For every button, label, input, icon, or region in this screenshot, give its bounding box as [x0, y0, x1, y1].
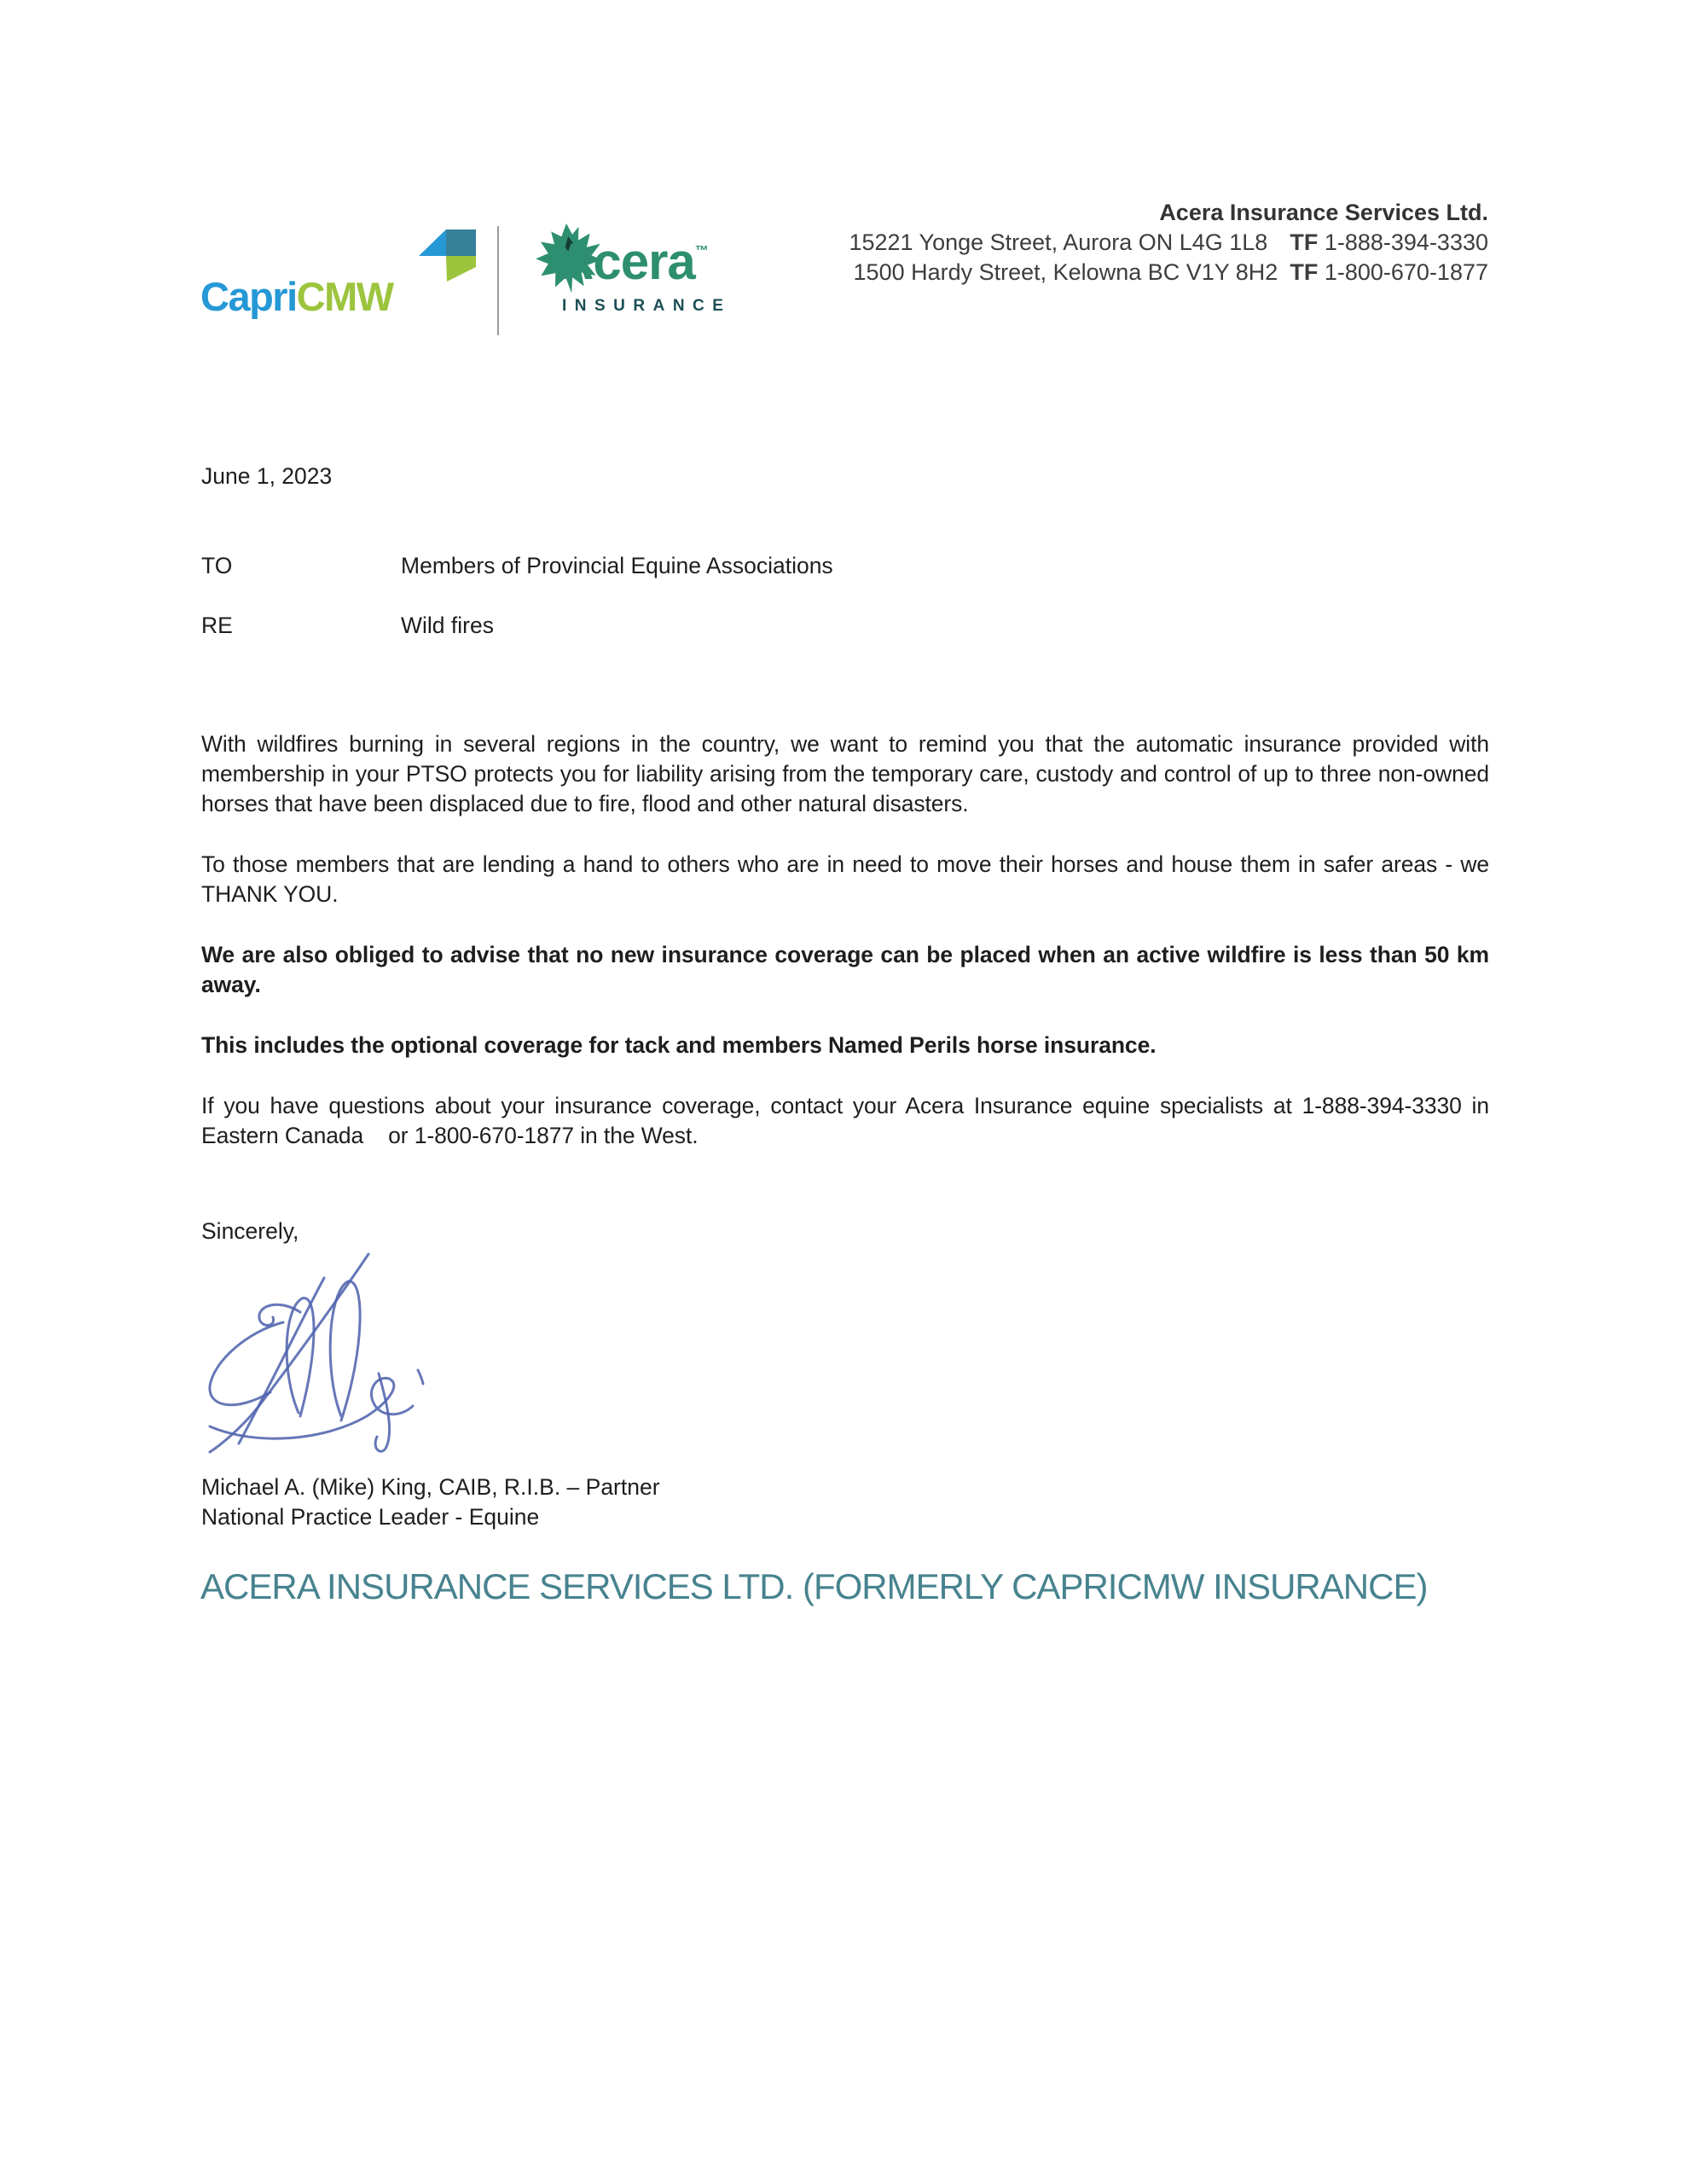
- logo-divider: [497, 226, 499, 335]
- header-address-block: [849, 198, 1488, 288]
- tollfree-label-2: TF: [1290, 259, 1319, 285]
- company-name: Acera Insurance Services Ltd.: [1159, 200, 1488, 225]
- address-line-1: [849, 228, 1488, 258]
- to-label: TO: [201, 553, 233, 578]
- letter-paragraph: With wildfires burning in several regions in the country, we want to remind you that the automatic insurance provided with membership in your PTSO protects you for liability arising from the temporary care, custody and control of up to three non-owned horses that have been displaced due to fire, flood and other natural disasters.: [201, 731, 1489, 816]
- letter-body: [201, 729, 1489, 1182]
- to-row: [201, 553, 833, 579]
- address-line-2: [849, 258, 1488, 288]
- signature-block: [201, 1472, 660, 1532]
- letter-date: June 1, 2023: [201, 463, 333, 489]
- letter-paragraph: We are also obliged to advise that no new insurance coverage can be placed when an active wildfire is less than 50 km away.: [201, 942, 1489, 997]
- tollfree-label-1: TF: [1290, 229, 1319, 255]
- capricmw-logo-cmw: CMW: [296, 274, 393, 319]
- trademark-mark: ™: [694, 244, 708, 258]
- address-street-1: 15221 Yonge Street, Aurora ON L4G 1L8: [849, 229, 1268, 255]
- capricmw-logo-capri: Capri: [200, 274, 297, 319]
- letter-paragraph: To those members that are lending a hand to others who are in need to move their horses and house them in safer areas - we THANK YOU.: [201, 851, 1489, 907]
- acera-logo: [533, 222, 815, 341]
- letter-paragraph: If you have questions about your insurance coverage, contact your Acera Insurance equine specialists at 1-888-394-3330 in Eastern Canada or 1-800-670-1877 in the West.: [201, 1093, 1489, 1148]
- re-row: [201, 613, 494, 639]
- acera-logo-word: Acera™: [557, 233, 708, 290]
- address-street-2: 1500 Hardy Street, Kelowna BC V1Y 8H2: [853, 259, 1278, 285]
- re-value: Wild fires: [401, 613, 494, 638]
- closing-salutation: Sincerely,: [201, 1218, 299, 1244]
- signature-image: [198, 1246, 437, 1457]
- capricmw-logo: [200, 273, 393, 320]
- acera-logo-subtext: INSURANCE: [562, 297, 732, 315]
- signer-name: Michael A. (Mike) King, CAIB, R.I.B. – Partner: [201, 1474, 660, 1500]
- re-label: RE: [201, 613, 233, 638]
- signer-title: National Practice Leader - Equine: [201, 1504, 540, 1530]
- to-value: Members of Provincial Equine Associations: [401, 553, 833, 578]
- letter-paragraph: This includes the optional coverage for tack and members Named Perils horse insurance.: [201, 1032, 1157, 1058]
- tollfree-number-2: 1-800-670-1877: [1324, 259, 1488, 285]
- footer-heading: ACERA INSURANCE SERVICES LTD. (FORMERLY CAPRICMW INSURANCE): [200, 1566, 1428, 1606]
- capricmw-arrow-icon: [419, 229, 478, 283]
- tollfree-number-1: 1-888-394-3330: [1324, 229, 1488, 255]
